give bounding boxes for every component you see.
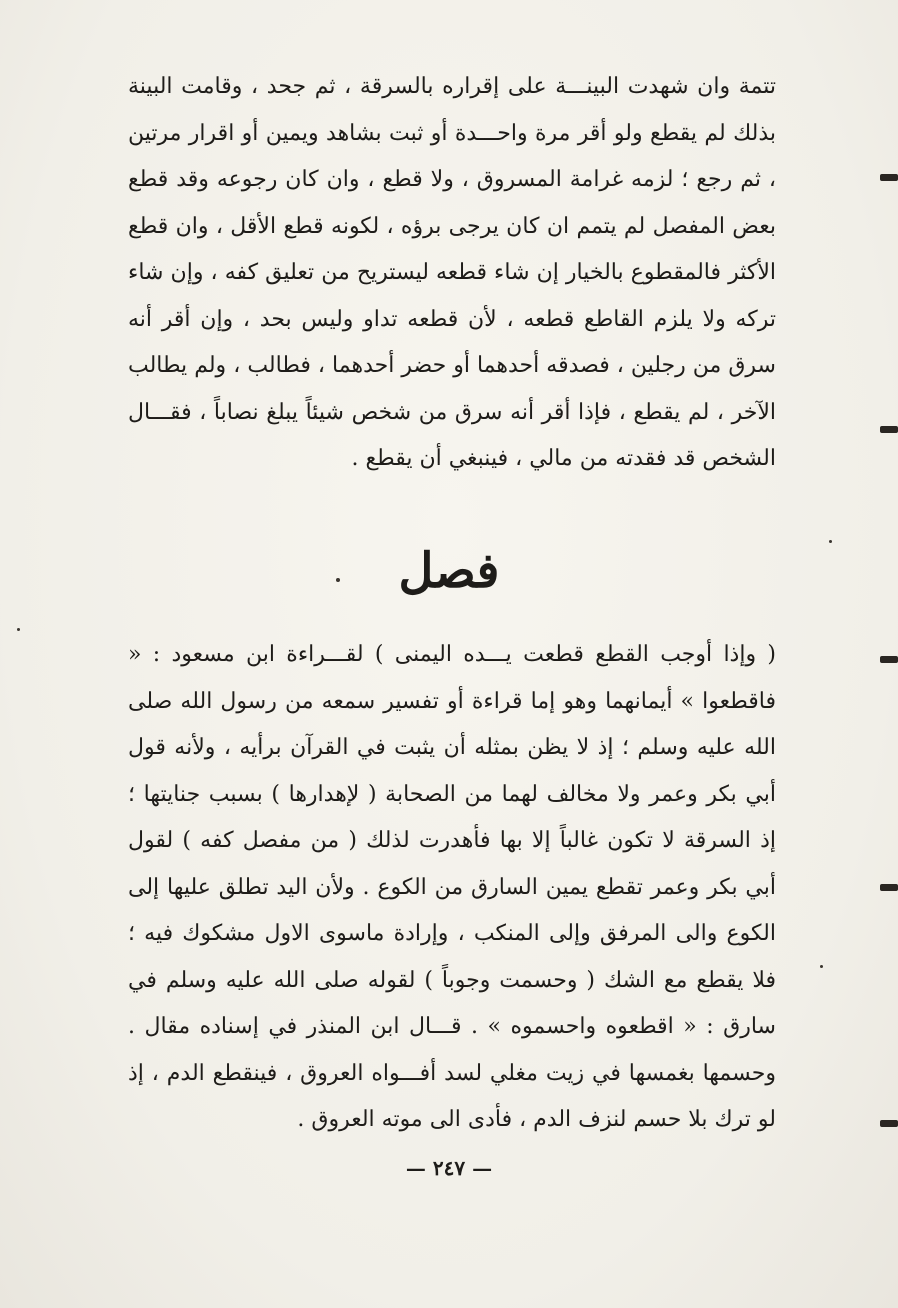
margin-mark — [880, 884, 898, 891]
ink-speck — [17, 628, 20, 631]
margin-mark — [880, 426, 898, 433]
margin-mark — [880, 656, 898, 663]
section-heading: فصل — [398, 543, 500, 599]
page-number: — ٢٤٧ — — [405, 1156, 493, 1180]
ink-speck — [336, 578, 340, 582]
margin-mark — [880, 174, 898, 181]
ink-speck — [829, 540, 832, 543]
margin-mark — [880, 1120, 898, 1127]
ink-speck — [820, 965, 823, 968]
body-paragraph-1: تتمة وان شهدت البينـــة على إقراره بالسرقة ، ثم جحد ، وقامت البينة بذلك لم يقطع ولو أقر مرة واحـــدة أو ثبت بشاهد ويمين أو اقرار مرتين ، ثم رجع ؛ لزمه غرامة المسروق ، ولا قطع ، وان كان رجوعه وقد قطع بعض المفصل لم يتمم ان كان يرجى برؤه ، لكونه قطع الأقل ، وان قطع الأكثر فالمقطوع بالخيار إن شاء قطعه ليستريح من تعليق كفه ، وإن شاء تركه ولا يلزم القاطع قطعه ، لأن قطعه تداو وليس بحد ، وإن أقر أنه سرق من رجلين ، فصدقه أحدهما أو حضر أحدهما ، فطالب ، ولم يطالب الآخر ، لم يقطع ، فإذا أقر أنه سرق من شخص شيئاً يبلغ نصاباً ، فقـــال الشخص قد فقدته من مالي ، فينبغي أن يقطع . — [128, 74, 776, 471]
body-paragraph-2: ( وإذا أوجب القطع قطعت يـــده اليمنى ) لقـــراءة ابن مسعود : « فاقطعوا » أيمانهما وهو إما قراءة أو تفسير سمعه من رسول الله صلى الله عليه وسلم ؛ إذ لا يظن بمثله أن يثبت في القرآن برأيه ، ولأنه قول أبي بكر وعمر ولا مخالف لهما من الصحابة ( لإهدارها ) بسبب جنايتها ؛ إذ السرقة لا تكون غالباً إلا بها فأهدرت لذلك ( من مفصل كفه ) لقول أبي بكر وعمر تقطع يمين السارق من الكوع . ولأن اليد تطلق عليها إلى الكوع والى المرفق وإلى المنكب ، وإرادة ماسوى الاول مشكوك فيه ؛ فلا يقطع مع الشك ( وحسمت وجوباً ) لقوله صلى الله عليه وسلم في سارق : « اقطعوه واحسموه » . قـــال ابن المنذر في إسناده مقال . وحسمها بغمسها في زيت مغلي لسد أفـــواه العروق ، فينقطع الدم ، إذ لو ترك بلا حسم لنزف الدم ، فأدى الى موته العروق . — [128, 642, 776, 1132]
